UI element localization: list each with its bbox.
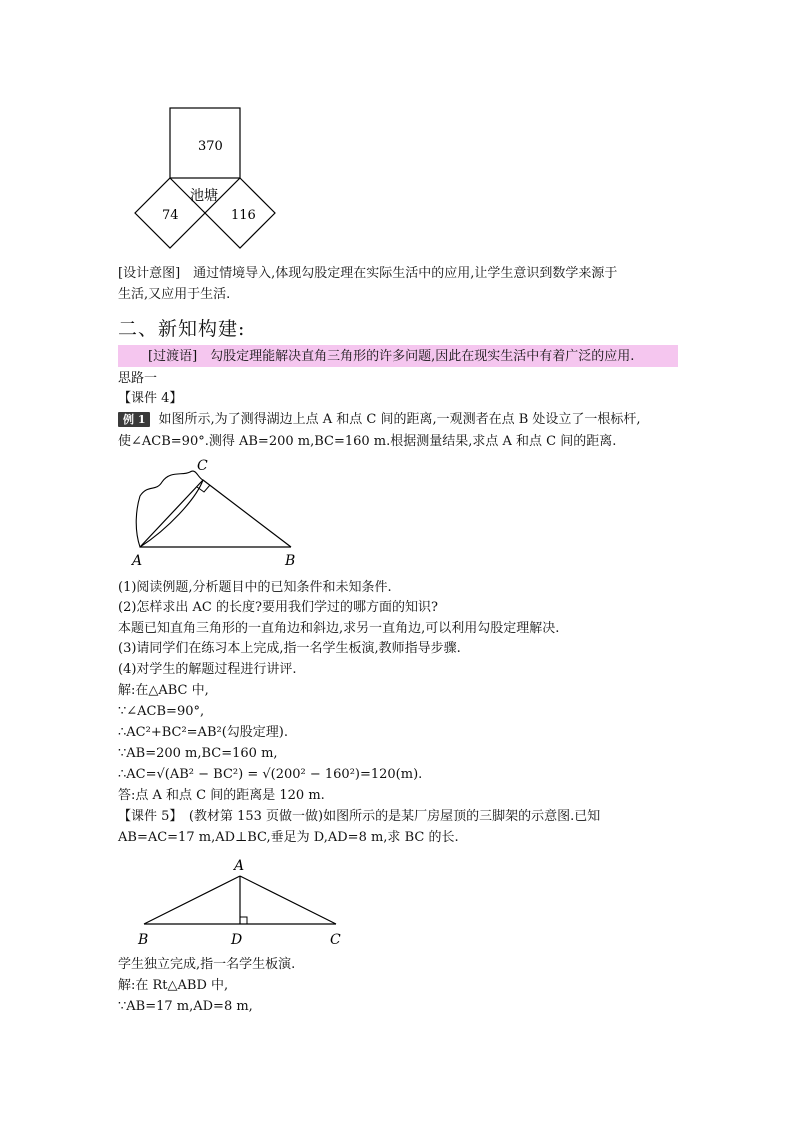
courseware-4: 【课件 4】 bbox=[118, 391, 183, 406]
courseware5-line2: AB=AC=17 m,AD⊥BC,垂足为 D,AD=8 m,求 BC 的长. bbox=[118, 830, 459, 845]
solution1-line3: ∴AC²+BC²=AB²(勾股定理). bbox=[118, 725, 288, 740]
point-c-label: C bbox=[197, 458, 208, 474]
example-badge: 例 1 bbox=[118, 412, 150, 427]
example1-line2: 使∠ACB=90°.测得 AB=200 m,BC=160 m.根据测量结果,求点 A 和点 C 间的距离. bbox=[118, 434, 617, 449]
truss-point-d: D bbox=[231, 932, 243, 948]
right-angle-mark bbox=[197, 485, 210, 492]
truss-point-b: B bbox=[138, 932, 149, 948]
left-square-value: 74 bbox=[162, 208, 179, 223]
design-intent-line1: [设计意图] 通过情境导入,体现勾股定理在实际生活中的应用,让学生意识到数学来源于 bbox=[118, 266, 618, 281]
courseware5-line1: 【课件 5】 (教材第 153 页做一做)如图所示的是某厂房屋顶的三脚架的示意图.已知 bbox=[118, 809, 601, 824]
step-explanation: 本题已知直角三角形的一直角边和斜边,求另一直角边,可以利用勾股定理解决. bbox=[118, 621, 560, 636]
solution1-line4: ∵AB=200 m,BC=160 m, bbox=[118, 746, 278, 761]
solution1-line2: ∵∠ACB=90°, bbox=[118, 704, 205, 719]
truss-point-c: C bbox=[330, 932, 341, 948]
transition-text: [过渡语] 勾股定理能解决直角三角形的许多问题,因此在现实生活中有着广泛的应用. bbox=[148, 349, 635, 364]
top-square-value: 370 bbox=[198, 139, 223, 154]
after5-line2: 解:在 Rt△ABD 中, bbox=[118, 978, 229, 993]
truss-side-ab bbox=[144, 876, 240, 924]
solution1-line1: 解:在△ABC 中, bbox=[118, 683, 209, 698]
truss-point-a: A bbox=[234, 858, 245, 874]
section-heading: 二、新知构建: bbox=[118, 318, 246, 340]
idea-one: 思路一 bbox=[118, 371, 158, 386]
pond-label: 池塘 bbox=[190, 188, 218, 204]
solution1-answer: 答:点 A 和点 C 间的距离是 120 m. bbox=[118, 788, 325, 803]
truss-figure bbox=[134, 852, 350, 950]
step-1: (1)阅读例题,分析题目中的已知条件和未知条件. bbox=[118, 580, 392, 595]
lake-outline bbox=[136, 471, 203, 547]
example1-text1: 如图所示,为了测得湖边上点 A 和点 C 间的距离,一观测者在点 B 处设立了一根标杆, bbox=[158, 412, 641, 427]
truss-side-ac bbox=[240, 876, 336, 924]
after5-line1: 学生独立完成,指一名学生板演. bbox=[118, 957, 296, 972]
step-2: (2)怎样求出 AC 的长度?要用我们学过的哪方面的知识? bbox=[118, 600, 438, 615]
truss-right-angle-mark bbox=[240, 917, 247, 924]
right-square-value: 116 bbox=[231, 208, 256, 223]
point-a-label: A bbox=[132, 553, 143, 569]
lake-triangle-figure bbox=[128, 454, 308, 570]
step-3: (3)请同学们在练习本上完成,指一名学生板演,教师指导步骤. bbox=[118, 641, 461, 656]
step-4: (4)对学生的解题过程进行讲评. bbox=[118, 662, 297, 677]
solution1-line5: ∴AC=√(AB² − BC²) = √(200² − 160²)=120(m). bbox=[118, 767, 423, 782]
pond-squares-figure bbox=[130, 106, 280, 256]
side-ac bbox=[140, 480, 203, 547]
side-bc bbox=[203, 480, 291, 547]
point-b-label: B bbox=[285, 553, 296, 569]
after5-line3: ∵AB=17 m,AD=8 m, bbox=[118, 999, 253, 1014]
example1-line1 bbox=[118, 410, 641, 429]
design-intent-line2: 生活,又应用于生活. bbox=[118, 287, 231, 302]
